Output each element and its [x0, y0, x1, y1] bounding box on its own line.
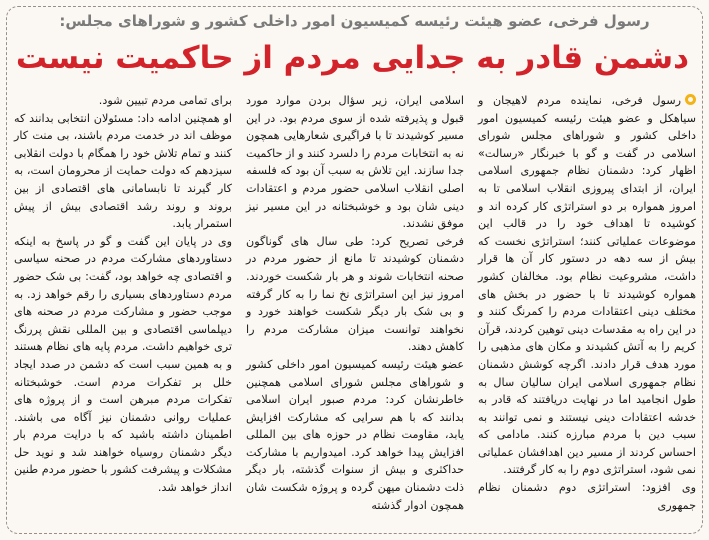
column-1: [476, 92, 698, 532]
paragraph: [478, 92, 696, 479]
paragraph: عضو هیئت رئیسه کمیسیون امور داخلی کشور و شوراهای مجلس شورای اسلامی همچنین خاطرنشان کرد: مردم صبور ایران اسلامی بدانند که با هم سرایی که مشارکت افزایش یابد، مقاومت نظام در حوزه های بین المللی افزایش پیدا خواهد کرد. امیدواریم با مشارکت حداکثری و بیش از سنوات گذشته، بار دیگر ذلت دشمنان میهن گرده و پروژه شکست شان همچون ادوار گذشته: [246, 357, 464, 512]
bullet-icon: [685, 94, 696, 105]
paragraph-text: رسول فرخی، نماینده مردم لاهیجان و سیاهکل و عضو هیئت رئیسه کمیسیون امور داخلی کشور و شوراهای مجلس شورای اسلامی در گفت و گو با خبرنگار «رسالت» اظهار کرد: دشمنان نظام جمهوری اسلامی ایران، از ابتدای پیروزی انقلاب اسلامی تا به امروز همواره بر دو استراتژی کار کرده اند و کوشیده تا اهداف خود را در قالب این موضوعات عملیاتی کنند؛ استراتژی نخست که بیش از سه دهه در دستور کار آن ها قرار داشت، مشروعیت نظام بود. مخالفان کشور همواره کوشیدند تا با حضور در بخش های مختلف دینی اعتقادات مردم را کمرنگ کنند و در این راه به مقدسات دینی توهین کردند، قرآن کریم را به آتش کشیدند و مکان های مذهبی را مورد هدف قرار دادند. اگرچه کوشش دشمنان نظام جمهوری اسلامی ایران سالیان سال به طول انجامید اما در نهایت دریافتند که قادر به خدشه اعتقادات دینی نیستند و نمی توانند به سبب دین با مردم مبارزه کنند. مادامی که احساس کردند از مسیر دین اهدافشان عملیاتی نمی شود، استراتژی دوم را به کار گرفتند.: [478, 94, 696, 477]
column-3: [12, 92, 234, 532]
paragraph: فرخی تصریح کرد: طی سال های گوناگون دشمنان کوشیدند تا مانع از حضور مردم در صحنه انتخابات شوند و هر بار شکست خوردند. امروز نیز این استراتژی نخ نما را به کار گرفته و بی شک بار دیگر شکست خواهند خورد و نخواهند توانست میزان مشارکت مردم را کاهش دهند.: [246, 234, 464, 354]
paragraph: وی افزود: استراتژی دوم دشمنان نظام جمهوری: [478, 481, 696, 512]
article-body: [12, 92, 698, 532]
article-headline: دشمن قادر به جدایی مردم از حاکمیت نیست: [15, 40, 689, 76]
article-kicker: رسول فرخی، عضو هیئت رئیسه کمیسیون امور داخلی کشور و شوراهای مجلس:: [59, 12, 650, 30]
column-2: [244, 92, 466, 532]
paragraph: برای تمامی مردم تبیین شود.: [98, 94, 232, 107]
paragraph: او همچنین ادامه داد: مسئولان انتخابی بدانند که موظف اند در خدمت مردم باشند، بی منت کار کنند و تمام تلاش خود را همگام با دولت انقلابی سیزدهم که دولت حمایت از محرومان است، به کار گیرند تا نابسامانی های اقتصادی از بین بروند و روند رشد اقتصادی بیش از پیش استمرار یابد.: [14, 111, 232, 231]
paragraph: اسلامی ایران، زیر سؤال بردن موارد مورد قبول و پذیرفته شده از سوی مردم بود. در این مسیر کوشیدند تا با فراگیری شعارهایی همچون نه به انتخابات مردم را دلسرد کنند و از حاکمیت جدا سازند. این تلاش به سبب آن بود که فلسفه اصلی انقلاب اسلامی حضور مردم و اعتقادات دینی شان بود و خوشبختانه در این مسیر نیز موفق نشدند.: [246, 94, 464, 231]
paragraph: وی در پایان این گفت و گو در پاسخ به اینکه دستاوردهای مشارکت مردم در صحنه سیاسی و اقتصادی چه خواهد بود، گفت: بی شک حضور مردم دستاوردهای بسیاری را رقم خواهد زد. به موجب حضور و مشارکت مردم در صحنه های دیپلماسی اقتصادی و بین المللی نقش پررنگ تری خواهیم داشت. مردم پایه های نظام هستند و به همین سبب است که دشمن در صدد ایجاد خلل بر تفکرات مردم است. خوشبختانه تفکرات مردم مبرهن است و از پروژه های عملیات روانی دشمنان نیز آگاه می باشند. اطمینان داشته باشید که با درایت مردم بار دیگر دشمنان روسیاه خواهند شد و نوید حل مشکلات و پیشرفت کشور با حضور مردم طنین انداز خواهد شد.: [14, 234, 232, 495]
